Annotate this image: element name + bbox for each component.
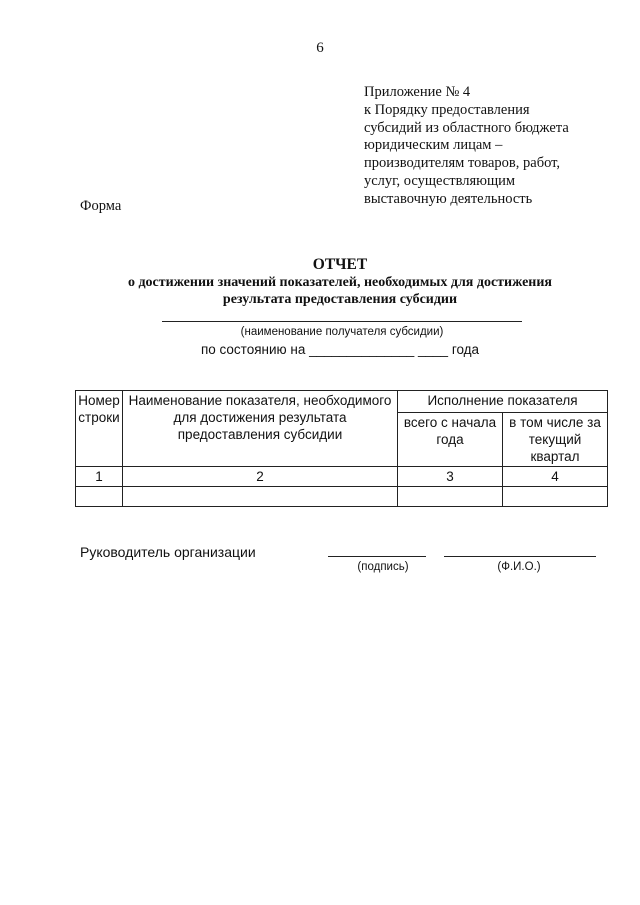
appendix-line: субсидий из областного бюджета bbox=[364, 119, 569, 136]
subtitle-line: о достижении значений показателей, необходимых для достижения bbox=[127, 275, 553, 290]
appendix-line: юридическим лицам – bbox=[364, 137, 503, 154]
appendix-line: выставочную деятельность bbox=[364, 190, 533, 207]
header-execution: Исполнение показателя bbox=[398, 391, 608, 413]
table-cell[interactable] bbox=[398, 487, 503, 507]
form-label: Форма bbox=[80, 198, 122, 214]
header-current-quarter: в том числе за текущий квартал bbox=[503, 413, 608, 467]
appendix-block bbox=[364, 84, 614, 209]
table-cell[interactable] bbox=[503, 487, 608, 507]
report-title: ОТЧЕТ bbox=[312, 256, 368, 273]
table-header-row bbox=[76, 391, 608, 413]
subtitle-line: результата предоставления субсидии bbox=[222, 292, 458, 307]
column-number-cell: 1 bbox=[76, 467, 123, 487]
name-line bbox=[444, 556, 596, 557]
report-table bbox=[75, 390, 608, 507]
as-of-prefix: по состоянию на bbox=[200, 342, 306, 357]
page-number: 6 bbox=[316, 40, 324, 56]
as-of-date-line bbox=[170, 342, 510, 357]
header-row-number: Номер строки bbox=[76, 391, 123, 467]
appendix-line: услуг, осуществляющим bbox=[364, 172, 516, 189]
as-of-date-blank: ______________ ____ bbox=[309, 342, 449, 357]
table-cell[interactable] bbox=[76, 487, 123, 507]
as-of-suffix: года bbox=[451, 342, 480, 357]
recipient-caption: (наименование получателя субсидии) bbox=[240, 326, 444, 338]
table-row[interactable] bbox=[76, 487, 608, 507]
name-caption: (Ф.И.О.) bbox=[497, 561, 541, 573]
appendix-line: производителям товаров, работ, bbox=[364, 155, 561, 172]
header-indicator-name: Наименование показателя, необходимого для достижения результата предоставления субсидии bbox=[123, 391, 398, 467]
signature-caption: (подпись) bbox=[357, 561, 409, 573]
table-cell[interactable] bbox=[123, 487, 398, 507]
signature-line bbox=[328, 556, 426, 557]
column-number-cell: 3 bbox=[398, 467, 503, 487]
header-since-year-start: всего с начала года bbox=[398, 413, 503, 467]
signature-label: Руководитель организации bbox=[80, 544, 256, 560]
appendix-line: к Порядку предоставления bbox=[364, 101, 530, 118]
column-number-cell: 2 bbox=[123, 467, 398, 487]
appendix-line: Приложение № 4 bbox=[364, 84, 471, 100]
report-subtitle bbox=[80, 274, 600, 308]
recipient-name-line bbox=[162, 321, 522, 322]
column-number-cell: 4 bbox=[503, 467, 608, 487]
table-row bbox=[76, 467, 608, 487]
